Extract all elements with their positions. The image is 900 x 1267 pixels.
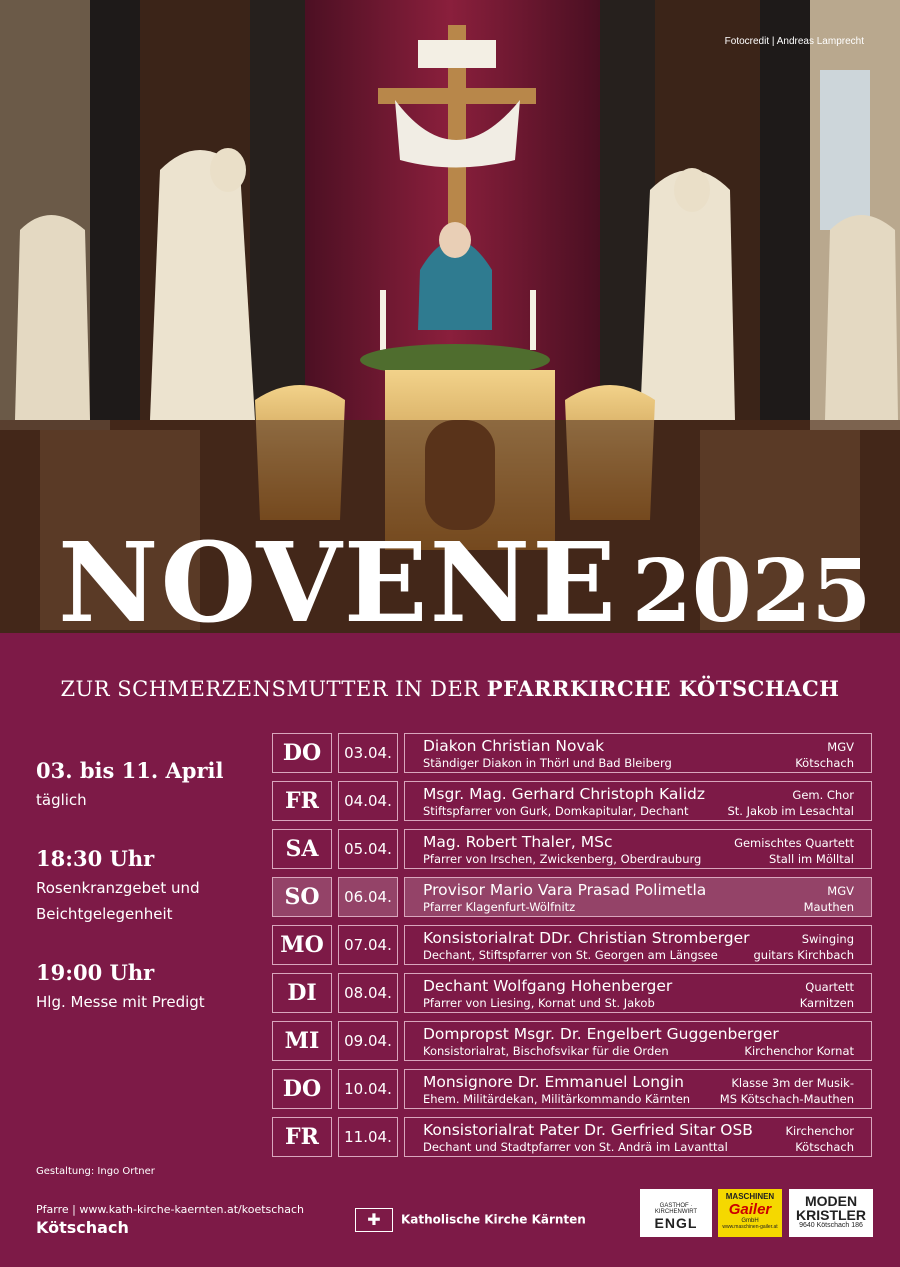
- celebrant-box: [404, 877, 872, 917]
- music-line-2: Stall im Mölltal: [768, 852, 854, 866]
- celebrant-role: Stiftspfarrer von Gurk, Domkapitular, Dechant: [423, 804, 689, 818]
- schedule-row: [272, 733, 872, 773]
- date-label: 10.04.: [338, 1069, 398, 1109]
- day-label: SA: [272, 829, 332, 869]
- celebrant-name: Msgr. Mag. Gerhard Christoph Kalidz: [423, 785, 706, 803]
- celebrant-box: [404, 1117, 872, 1157]
- celebrant-role: Ständiger Diakon in Thörl und Bad Bleiberg: [423, 756, 672, 770]
- celebrant-name: Dechant Wolfgang Hohenberger: [423, 977, 673, 995]
- cross-icon: ✚: [355, 1208, 393, 1232]
- info-dates: [36, 758, 223, 813]
- music-line-2: Kötschach: [795, 1140, 854, 1154]
- subtitle-prefix: ZUR SCHMERZENSMUTTER IN DER: [60, 677, 480, 701]
- date-label: 03.04.: [338, 733, 398, 773]
- date-label: 05.04.: [338, 829, 398, 869]
- day-label: MI: [272, 1021, 332, 1061]
- sponsor-gailer-logo: MASCHINEN Gailer GmbH www.maschinen-gailer.at: [718, 1189, 782, 1237]
- celebrant-role: Pfarrer von Liesing, Kornat und St. Jakob: [423, 996, 655, 1010]
- day-label: FR: [272, 781, 332, 821]
- celebrant-box: [404, 973, 872, 1013]
- info-heading: 18:30 Uhr: [36, 846, 155, 871]
- schedule-row: [272, 1117, 872, 1157]
- schedule-row: [272, 877, 872, 917]
- music-line-1: Quartett: [805, 980, 854, 994]
- day-label: DO: [272, 1069, 332, 1109]
- celebrant-box: [404, 781, 872, 821]
- church-logo: [355, 1208, 586, 1232]
- celebrant-name: Diakon Christian Novak: [423, 737, 605, 755]
- celebrant-name: Monsignore Dr. Emmanuel Longin: [423, 1073, 684, 1091]
- date-label: 11.04.: [338, 1117, 398, 1157]
- music-line-1: Gem. Chor: [792, 788, 854, 802]
- music-line-2: Karnitzen: [799, 996, 854, 1010]
- music-line-1: Klasse 3m der Musik-: [731, 1076, 854, 1090]
- celebrant-name: Dompropst Msgr. Dr. Engelbert Guggenberger: [423, 1025, 779, 1043]
- info-mass: [36, 960, 205, 1015]
- music-line-1: Swinging: [801, 932, 854, 946]
- day-label: SO: [272, 877, 332, 917]
- music-line-1: Kirchenchor: [785, 1124, 854, 1138]
- celebrant-role: Dechant und Stadtpfarrer von St. Andrä im Lavanttal: [423, 1140, 728, 1154]
- music-line-1: MGV: [827, 884, 854, 898]
- day-label: DO: [272, 733, 332, 773]
- schedule-row: [272, 925, 872, 965]
- info-line: täglich: [36, 791, 87, 809]
- schedule-row: [272, 1069, 872, 1109]
- celebrant-box: [404, 1069, 872, 1109]
- celebrant-box: [404, 1021, 872, 1061]
- subtitle: [0, 676, 900, 701]
- music-line-2: guitars Kirchbach: [753, 948, 854, 962]
- celebrant-role: Ehem. Militärdekan, Militärkommando Kärnten: [423, 1092, 691, 1106]
- title-year: 2025: [632, 541, 872, 633]
- music-line-1: Gemischtes Quartett: [734, 836, 854, 850]
- date-label: 07.04.: [338, 925, 398, 965]
- celebrant-name: Konsistorialrat DDr. Christian Stromberger: [423, 929, 750, 947]
- schedule-row: [272, 829, 872, 869]
- day-label: MO: [272, 925, 332, 965]
- day-label: DI: [272, 973, 332, 1013]
- schedule-row: [272, 973, 872, 1013]
- celebrant-role: Pfarrer von Irschen, Zwickenberg, Oberdrauburg: [423, 852, 702, 866]
- info-heading: 19:00 Uhr: [36, 960, 155, 985]
- celebrant-name: Provisor Mario Vara Prasad Polimetla: [423, 881, 707, 899]
- celebrant-name: Konsistorialrat Pater Dr. Gerfried Sitar OSB: [423, 1121, 753, 1139]
- music-line-1: MGV: [827, 740, 854, 754]
- design-credit: Gestaltung: Ingo Ortner: [36, 1166, 155, 1177]
- info-heading: 03. bis 11. April: [36, 758, 224, 783]
- celebrant-name: Mag. Robert Thaler, MSc: [423, 833, 613, 851]
- parish-label: Pfarre: [36, 1203, 69, 1216]
- title-main: NOVENE: [58, 518, 619, 633]
- music-line-2: St. Jakob im Lesachtal: [727, 804, 854, 818]
- photo-credit: Fotocredit | Andreas Lamprecht: [724, 36, 864, 47]
- date-label: 08.04.: [338, 973, 398, 1013]
- celebrant-box: [404, 829, 872, 869]
- parish-place: Kötschach: [36, 1218, 129, 1237]
- music-line-2: Kötschach: [795, 756, 854, 770]
- celebrant-role: Pfarrer Klagenfurt-Wölfnitz: [423, 900, 576, 914]
- music-line-2: MS Kötschach-Mauthen: [719, 1092, 854, 1106]
- music-line-2: Mauthen: [803, 900, 854, 914]
- schedule-row: [272, 1021, 872, 1061]
- info-rosary: [36, 846, 200, 927]
- subtitle-highlight: PFARRKIRCHE KÖTSCHACH: [486, 676, 840, 701]
- day-label: FR: [272, 1117, 332, 1157]
- celebrant-role: Dechant, Stiftspfarrer von St. Georgen am Längsee: [423, 948, 718, 962]
- celebrant-box: [404, 925, 872, 965]
- date-label: 09.04.: [338, 1021, 398, 1061]
- date-label: 04.04.: [338, 781, 398, 821]
- date-label: 06.04.: [338, 877, 398, 917]
- celebrant-role: Konsistorialrat, Bischofsvikar für die Orden: [423, 1044, 669, 1058]
- parish-footer: Pfarre | www.kath-kirche-kaernten.at/koetschach Kötschach: [36, 1203, 305, 1237]
- parish-url[interactable]: www.kath-kirche-kaernten.at/koetschach: [79, 1203, 305, 1216]
- info-line: Hlg. Messe mit Predigt: [36, 993, 205, 1011]
- schedule-row: [272, 781, 872, 821]
- music-line-2: Kirchenchor Kornat: [744, 1044, 854, 1058]
- poster-title: [58, 518, 872, 633]
- sponsor-kristler-logo: MODEN KRISTLER 9640 Kötschach 186: [789, 1189, 873, 1237]
- church-name: Katholische Kirche Kärnten: [401, 1212, 586, 1227]
- info-line: Rosenkranzgebet und Beichtgelegenheit: [36, 879, 200, 923]
- hero-photo: [0, 0, 900, 633]
- celebrant-box: [404, 733, 872, 773]
- sponsor-engl-logo: GASTHOF · KIRCHENWIRT ENGL: [640, 1189, 712, 1237]
